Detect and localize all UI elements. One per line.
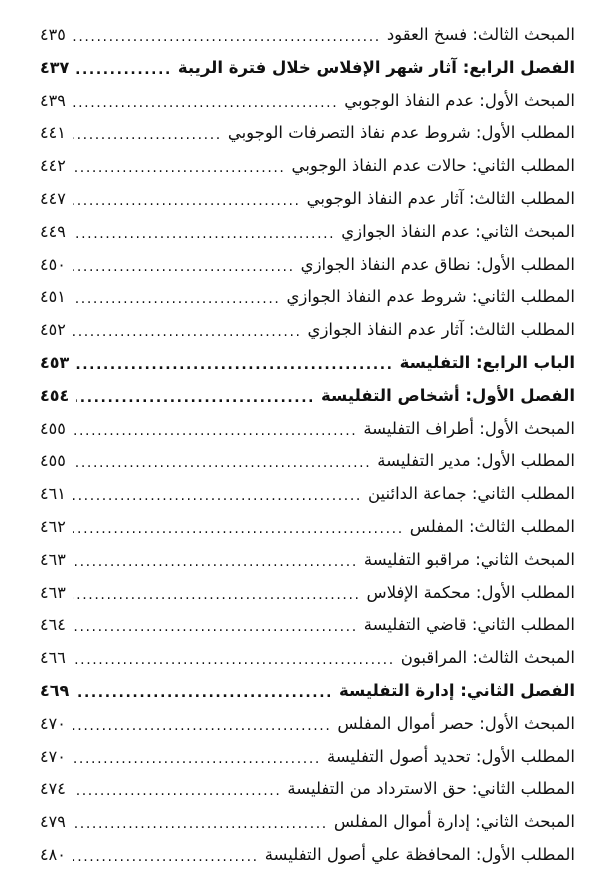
toc-row <box>40 183 575 216</box>
toc-entry-title: المطلب الثالث: آثار عدم النفاذ الوجوبي <box>306 188 575 208</box>
toc-row <box>40 609 575 642</box>
toc-entry-title: المبحث الثاني: عدم النفاذ الجوازي <box>341 221 575 241</box>
toc-entry-page: ٤٣٩ <box>40 90 66 110</box>
dot-leader <box>73 415 358 448</box>
toc-row <box>40 413 575 446</box>
dot-leader <box>73 447 371 480</box>
dot-leader <box>73 546 358 579</box>
toc-row <box>40 52 575 85</box>
toc-entry-page: ٤٦١ <box>40 484 66 504</box>
dot-leader <box>73 251 295 284</box>
dot-leader <box>73 283 281 316</box>
toc-entry-page: ٤٣٧ <box>40 57 70 77</box>
toc-entry-page: ٤٤٩ <box>40 221 66 241</box>
toc-row <box>40 347 575 380</box>
toc-entry-title: المبحث الثالث: المراقبون <box>400 648 575 668</box>
toc-entry-title: الباب الرابع: التفليسة <box>399 352 575 372</box>
toc-row <box>40 445 575 478</box>
dot-leader <box>73 710 332 743</box>
toc-entry-page: ٤٥٥ <box>40 418 66 438</box>
dot-leader <box>76 382 315 415</box>
toc-entry-title: المبحث الثالث: فسخ العقود <box>386 25 575 44</box>
toc-entry-page: ٤٧٠ <box>40 746 66 766</box>
dot-leader <box>73 119 222 152</box>
toc-entry-page: ٤٦٤ <box>40 615 66 635</box>
dot-leader <box>73 775 282 808</box>
toc-entry-page: ٤٧٠ <box>40 713 66 733</box>
dot-leader <box>73 218 335 251</box>
toc-row <box>40 708 575 741</box>
toc-row <box>40 150 575 183</box>
toc-row <box>40 478 575 511</box>
toc-entry-title: المبحث الأول: أطراف التفليسة <box>363 418 575 438</box>
toc-entry-page: ٤٣٥ <box>40 25 66 44</box>
toc-row <box>40 249 575 282</box>
toc-entry-title: المطلب الأول: شروط عدم نفاذ التصرفات الوجوبي <box>227 123 575 143</box>
toc-entry-title: المطلب الأول: محكمة الإفلاس <box>366 582 575 602</box>
toc-row <box>40 773 575 806</box>
dot-leader <box>73 644 395 677</box>
toc-row <box>40 839 575 872</box>
toc-entry-title: المطلب الثالث: آثار عدم النفاذ الجوازي <box>307 320 575 340</box>
dot-leader <box>73 611 358 644</box>
toc-entry-page: ٤٤١ <box>40 123 66 143</box>
toc-entry-title: المطلب الثاني: جماعة الدائنين <box>367 484 575 504</box>
toc-row <box>40 741 575 774</box>
toc-entry-title: المبحث الأول: حصر أموال المفلس <box>337 713 575 733</box>
toc-entry-page: ٤٥٢ <box>40 320 66 340</box>
toc-entry-page: ٤٤٧ <box>40 188 66 208</box>
toc-entry-title: المطلب الثاني: شروط عدم النفاذ الجوازي <box>286 287 575 307</box>
toc-row <box>40 314 575 347</box>
toc-row <box>40 281 575 314</box>
dot-leader <box>73 185 301 218</box>
dot-leader <box>73 743 321 776</box>
toc-entry-page: ٤٦٩ <box>40 680 70 700</box>
dot-leader <box>73 480 362 513</box>
toc-entry-page: ٤٨٠ <box>40 844 66 864</box>
toc-row <box>40 675 575 708</box>
toc-entry-title: المبحث الثاني: مراقبو التفليسة <box>363 549 575 569</box>
toc-entry-title: الفصل الأول: أشخاص التفليسة <box>321 385 575 405</box>
toc-entry-title: الفصل الرابع: آثار شهر الإفلاس خلال فترة الريبة <box>177 57 575 77</box>
dot-leader <box>73 87 339 120</box>
dot-leader <box>76 677 333 710</box>
toc-entry-title: المطلب الأول: مدير التفليسة <box>377 451 575 471</box>
toc-entry-title: المطلب الأول: تحديد أصول التفليسة <box>326 746 575 766</box>
toc-entry-page: ٤٥٣ <box>40 352 70 372</box>
toc-entry-page: ٤٦٦ <box>40 648 66 668</box>
toc-row <box>40 19 575 52</box>
toc-entry-title: المطلب الثاني: قاضي التفليسة <box>363 615 575 635</box>
dot-leader <box>76 349 393 382</box>
toc-entry-title: الفصل الثاني: إدارة التفليسة <box>339 680 575 700</box>
toc-entry-page: ٤٧٤ <box>40 779 66 799</box>
toc-entry-title: المبحث الأول: عدم النفاذ الوجوبي <box>344 90 575 110</box>
dot-leader <box>73 579 361 612</box>
toc-row <box>40 380 575 413</box>
dot-leader <box>73 316 302 349</box>
dot-leader <box>73 513 404 546</box>
toc-row <box>40 216 575 249</box>
toc-entry-title: المطلب الأول: المحافظة علي أصول التفليسة <box>264 844 575 864</box>
toc-entry-title: المطلب الأول: نطاق عدم النفاذ الجوازي <box>300 254 575 274</box>
toc-row <box>40 806 575 839</box>
toc-row <box>40 85 575 118</box>
toc-entry-page: ٤٦٢ <box>40 516 66 536</box>
toc-entry-title: المطلب الثاني: حق الاسترداد من التفليسة <box>287 779 575 799</box>
toc-entry-page: ٤٦٣ <box>40 582 66 602</box>
toc-entry-title: المبحث الثاني: إدارة أموال المفلس <box>333 812 575 832</box>
toc-entry-page: ٤٥١ <box>40 287 66 307</box>
dot-leader <box>73 21 381 54</box>
toc-entry-title: المطلب الثاني: حالات عدم النفاذ الوجوبي <box>291 156 575 176</box>
toc-entry-page: ٤٧٩ <box>40 812 66 832</box>
toc-list <box>40 19 575 872</box>
toc-entry-title: المطلب الثالث: المفلس <box>409 516 575 536</box>
dot-leader <box>73 808 328 841</box>
toc-entry-page: ٤٦٣ <box>40 549 66 569</box>
toc-entry-page: ٤٥٠ <box>40 254 66 274</box>
dot-leader <box>73 841 259 874</box>
toc-entry-page: ٤٤٢ <box>40 156 66 176</box>
toc-row <box>40 544 575 577</box>
dot-leader <box>73 152 286 185</box>
toc-row <box>40 577 575 610</box>
toc-row <box>40 117 575 150</box>
toc-entry-page: ٤٥٤ <box>40 385 70 405</box>
toc-row <box>40 642 575 675</box>
toc-entry-page: ٤٥٥ <box>40 451 66 471</box>
toc-row <box>40 511 575 544</box>
dot-leader <box>76 54 172 87</box>
